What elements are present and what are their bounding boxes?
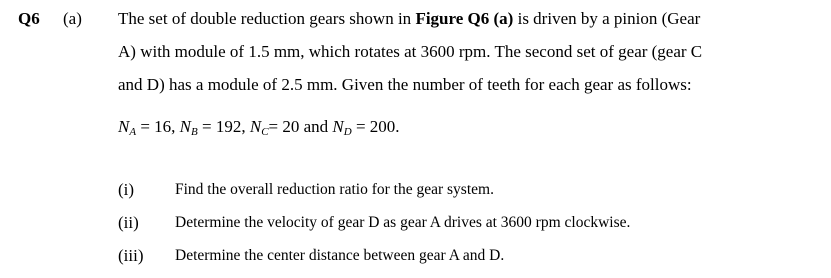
symbol-nc: N — [249, 117, 262, 136]
line1-text-b: is driven by a pinion (Gear — [513, 9, 701, 28]
symbol-nd: N — [332, 117, 344, 136]
value-na: = 16, — [136, 117, 180, 136]
teeth-values-line — [118, 117, 400, 137]
subscript-c: C — [261, 126, 269, 138]
symbol-na: N — [118, 117, 130, 136]
subscript-b: B — [191, 126, 198, 138]
value-nc: = 20 and — [268, 117, 333, 136]
symbol-nb: N — [179, 117, 192, 136]
subpart-label-i: (i) — [118, 180, 135, 199]
value-nb: = 192, — [197, 117, 250, 136]
paragraph-line-1 — [118, 9, 700, 29]
subpart-text-iii: Determine the center distance between gear A and D. — [175, 247, 505, 264]
line1-text-a: The set of double reduction gears shown in — [118, 9, 416, 28]
paragraph-line-3: and D) has a module of 2.5 mm. Given the number of teeth for each gear as follows: — [118, 75, 692, 94]
subpart-label-iii: (iii) — [118, 246, 144, 265]
paragraph-line-2: A) with module of 1.5 mm, which rotates at 3600 rpm. The second set of gear (gear C — [118, 42, 703, 61]
subscript-d: D — [343, 126, 352, 138]
subpart-text-ii: Determine the velocity of gear D as gear A drives at 3600 rpm clockwise. — [175, 214, 631, 231]
question-part-label: (a) — [63, 9, 82, 28]
figure-reference: Figure Q6 (a) — [415, 9, 514, 28]
subscript-a: A — [129, 126, 137, 138]
question-number: Q6 — [18, 9, 40, 28]
subpart-text-i: Find the overall reduction ratio for the gear system. — [175, 181, 494, 198]
value-nd: = 200. — [351, 117, 400, 136]
subpart-label-ii: (ii) — [118, 213, 139, 232]
